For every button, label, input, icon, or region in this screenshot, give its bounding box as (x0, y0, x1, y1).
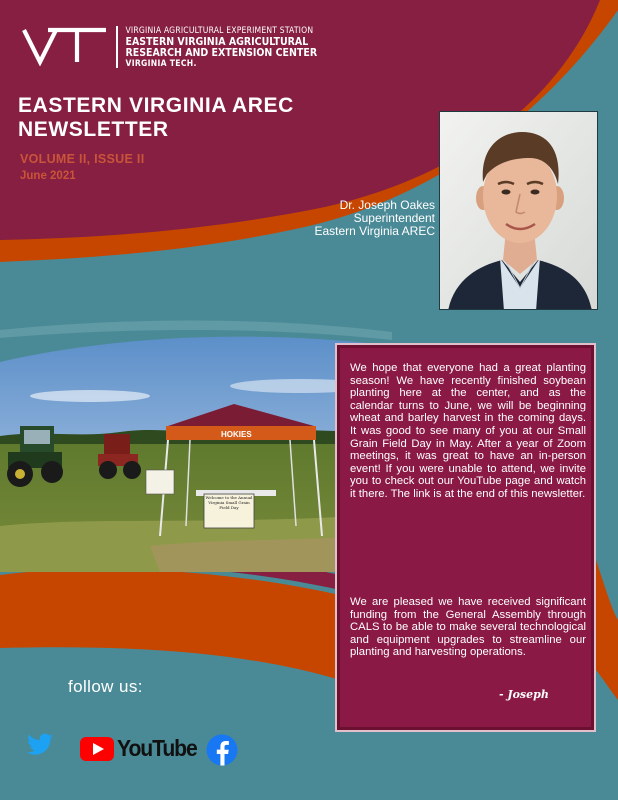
issue-date: June 2021 (20, 170, 76, 182)
volume-issue: VOLUME II, ISSUE II (20, 152, 145, 166)
title-line-1: EASTERN VIRGINIA AREC (18, 94, 294, 117)
logo-line-center-2: RESEARCH AND EXTENSION CENTER (125, 47, 318, 59)
youtube-icon (80, 737, 114, 761)
field-day-photo (0, 326, 392, 572)
superintendent-letter (335, 343, 596, 732)
youtube-wordmark: YouTube (117, 735, 197, 761)
caption-org: Eastern Virginia AREC (314, 224, 435, 238)
portrait-caption (255, 199, 435, 238)
caption-role: Superintendent (353, 211, 435, 225)
welcome-sign-text: Welcome to the Annual Virginia Small Grain Field Day (205, 495, 253, 510)
tent-banner-text: HOKIES (221, 430, 252, 439)
newsletter-title (18, 94, 294, 142)
logo-divider (116, 26, 118, 68)
letter-paragraph-2: We are pleased we have received significant funding from the General Assembly through CALS to be able to make several technological and equipment upgrades to streamline our planting and harvesting operations. (350, 596, 586, 659)
field-day-illustration (0, 326, 392, 572)
youtube-link[interactable] (80, 735, 204, 762)
logo-line-center-1: EASTERN VIRGINIA AGRICULTURAL (125, 36, 309, 48)
logo-line-university: VIRGINIA TECH. (125, 59, 197, 69)
portrait-photo (439, 111, 598, 310)
portrait-illustration (440, 112, 598, 310)
logo-text (126, 26, 318, 70)
vt-logo (22, 26, 317, 70)
letter-signature: - Joseph (499, 688, 549, 701)
facebook-link[interactable] (206, 734, 238, 771)
caption-name: Dr. Joseph Oakes (339, 198, 435, 212)
letter-paragraph-1: We hope that everyone had a great planting season! We have recently finished soybean planting here at the center, and as the calendar turns to June, we will be beginning wheat and barley harvest in the coming days. It was good to see many of you at our Small Grain Field Day in May. After a year of Zoom meetings, it was great to have an in-person event! If you were unable to attend, we invite you to check out our YouTube page and watch it there. The link is at the end of this newsletter. (350, 362, 586, 500)
title-line-2: NEWSLETTER (18, 118, 169, 141)
logo-line-station: VIRGINIA AGRICULTURAL EXPERIMENT STATION (125, 26, 314, 36)
vt-logo-mark-icon (22, 26, 108, 66)
twitter-link[interactable] (26, 733, 54, 762)
twitter-icon (26, 733, 54, 757)
follow-us-label: follow us: (68, 677, 143, 696)
facebook-icon (206, 734, 238, 766)
